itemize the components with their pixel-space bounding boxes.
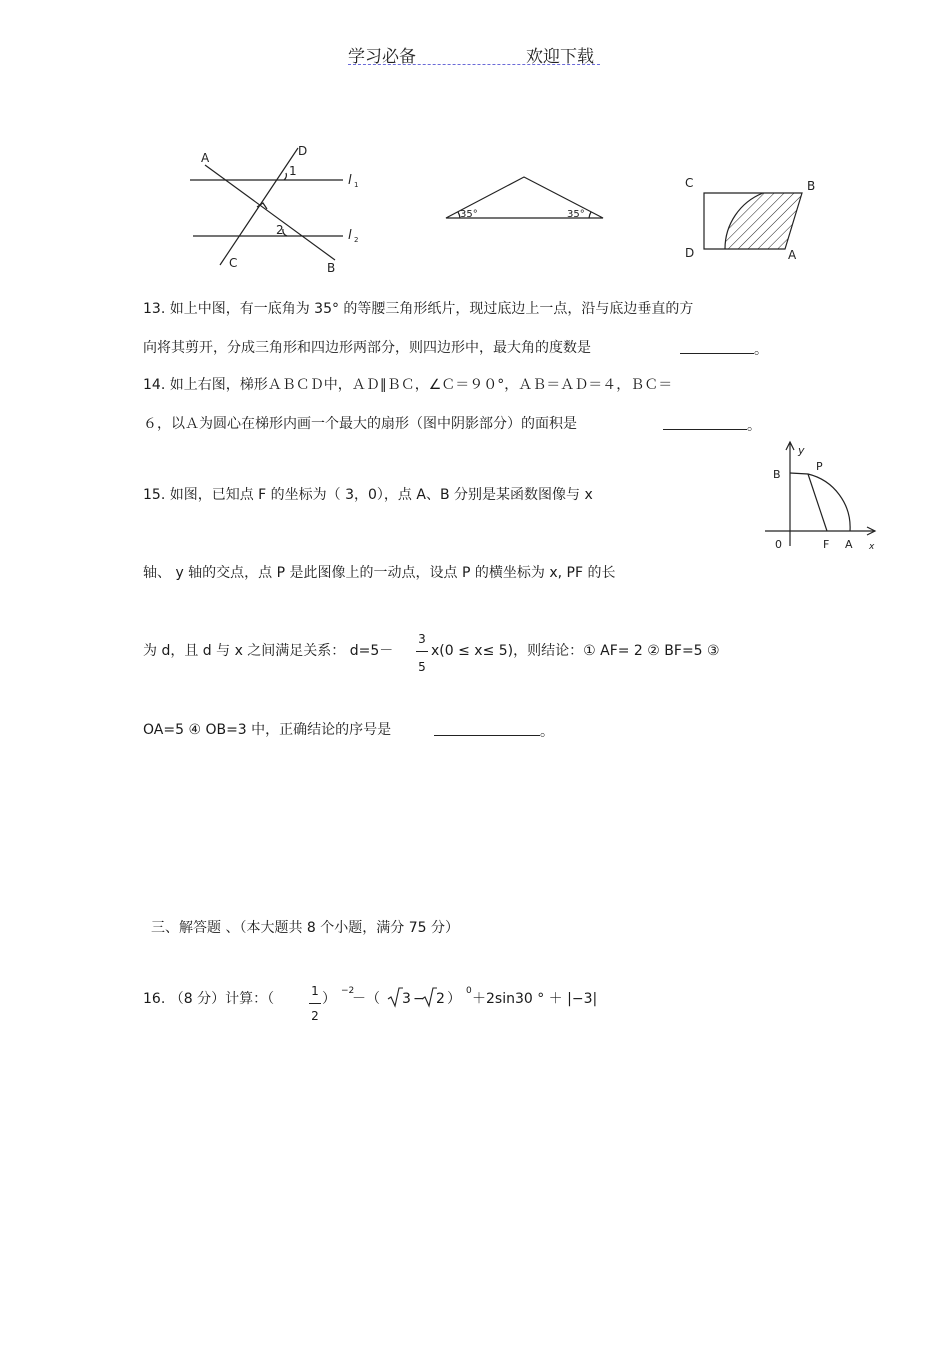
header-left: 学习必备: [348, 47, 416, 67]
fig1-label-l1: l: [348, 173, 352, 188]
q15-fraction-numerator: 3: [418, 632, 426, 646]
fig4-label-y: y: [798, 444, 805, 457]
fig3-label-D: D: [685, 246, 695, 260]
fig4-label-O: 0: [775, 538, 782, 551]
q16-exponent-neg2: −2: [341, 986, 355, 996]
q16-fraction-numerator: 1: [311, 984, 319, 998]
q14-answer-blank: [663, 415, 761, 435]
q16-minus-open: －（: [352, 991, 380, 1007]
fig2-angle-left: 35°: [460, 209, 478, 220]
fig1-label-C: C: [229, 256, 238, 270]
sqrt3-radical: [387, 986, 403, 1008]
q13-end: 。: [754, 342, 768, 358]
figure-triangle: [443, 175, 608, 225]
q16-fraction-denominator: 2: [311, 1009, 319, 1023]
sqrt2-radical: [421, 986, 437, 1008]
fig4-label-A: A: [845, 538, 853, 551]
q15-fraction-denominator: 5: [418, 660, 426, 674]
fig4-label-F: F: [823, 538, 830, 551]
q13-answer-blank: [680, 339, 768, 359]
q16-prefix: 16. （8 分）计算：（: [143, 991, 275, 1007]
q14-end: 。: [747, 418, 761, 434]
q15-line4: OA=5 ④ OB=3 中，正确结论的序号是: [143, 722, 392, 738]
q16-exponent-0: 0: [466, 986, 472, 996]
q16-minus: −: [413, 991, 425, 1007]
q14-line2: ６，以Ａ为圆心在梯形内画一个最大的扇形（图中阴影部分）的面积是: [143, 416, 577, 432]
fig1-label-l2-sub: 2: [354, 236, 359, 244]
fig1-label-l1-sub: 1: [354, 181, 359, 189]
q16-sqrt2-value: 2: [436, 991, 445, 1007]
fig4-label-P: P: [816, 460, 823, 473]
q16-tail: ＋2sin30 ° ＋ |−3|: [472, 991, 598, 1007]
header-underline: [348, 64, 600, 65]
fig1-label-A: A: [201, 151, 210, 165]
q16-close-paren: ）: [322, 991, 336, 1007]
fig3-label-B: B: [807, 179, 816, 193]
fig1-label-D: D: [298, 144, 308, 158]
fig4-label-B: B: [773, 468, 781, 481]
figure-parallel-lines: [185, 145, 365, 275]
q13-line1: 13. 如上中图，有一底角为 35° 的等腰三角形纸片，现过底边上一点，沿与底边垂直的方: [143, 301, 694, 317]
q15-fraction-bar: [416, 651, 428, 652]
fig1-label-B: B: [327, 261, 336, 275]
fig1-label-1: 1: [289, 164, 297, 178]
fig3-label-A: A: [788, 248, 797, 262]
figure-coordinate-graph: [763, 438, 888, 553]
q15-end: 。: [540, 724, 554, 740]
header-right: 欢迎下载: [526, 47, 594, 67]
q16-sqrt3-value: 3: [402, 991, 411, 1007]
figure-trapezoid: [683, 175, 833, 265]
fig3-label-C: C: [685, 176, 694, 190]
q14-line1: 14. 如上右图，梯形ＡＢＣＤ中，ＡＤ∥ＢＣ，∠Ｃ＝９０°，ＡＢ＝ＡＤ＝４，ＢＣ＝: [143, 377, 673, 393]
q13-line2-text: 向将其剪开，分成三角形和四边形两部分，则四边形中，最大角的度数是: [143, 340, 591, 356]
q16-fraction-bar: [309, 1003, 321, 1004]
q15-line2: 轴、 y 轴的交点，点 P 是此图像上的一动点，设点 P 的横坐标为 x, PF 的长: [143, 565, 616, 581]
fig4-label-x: x: [869, 542, 875, 552]
q15-answer-blank: [434, 721, 554, 741]
fig2-angle-right: 35°: [567, 209, 585, 220]
fig1-label-l2: l: [348, 228, 352, 243]
fig1-label-2: 2: [276, 223, 284, 237]
q13-line2: [143, 339, 591, 357]
q16-close-paren-2: ）: [447, 991, 461, 1007]
q15-line3-b: x(0 ≤ x≤ 5)，则结论：① AF= 2 ② BF=5 ③: [431, 643, 720, 659]
q15-line1: 15. 如图，已知点 F 的坐标为（ 3，0），点 A、B 分别是某函数图像与 x: [143, 487, 593, 503]
q15-line3-a: 为 d，且 d 与 x 之间满足关系： d=5－: [143, 643, 394, 659]
section3-title: 三、解答题 、（本大题共 8 个小题，满分 75 分）: [151, 920, 459, 936]
